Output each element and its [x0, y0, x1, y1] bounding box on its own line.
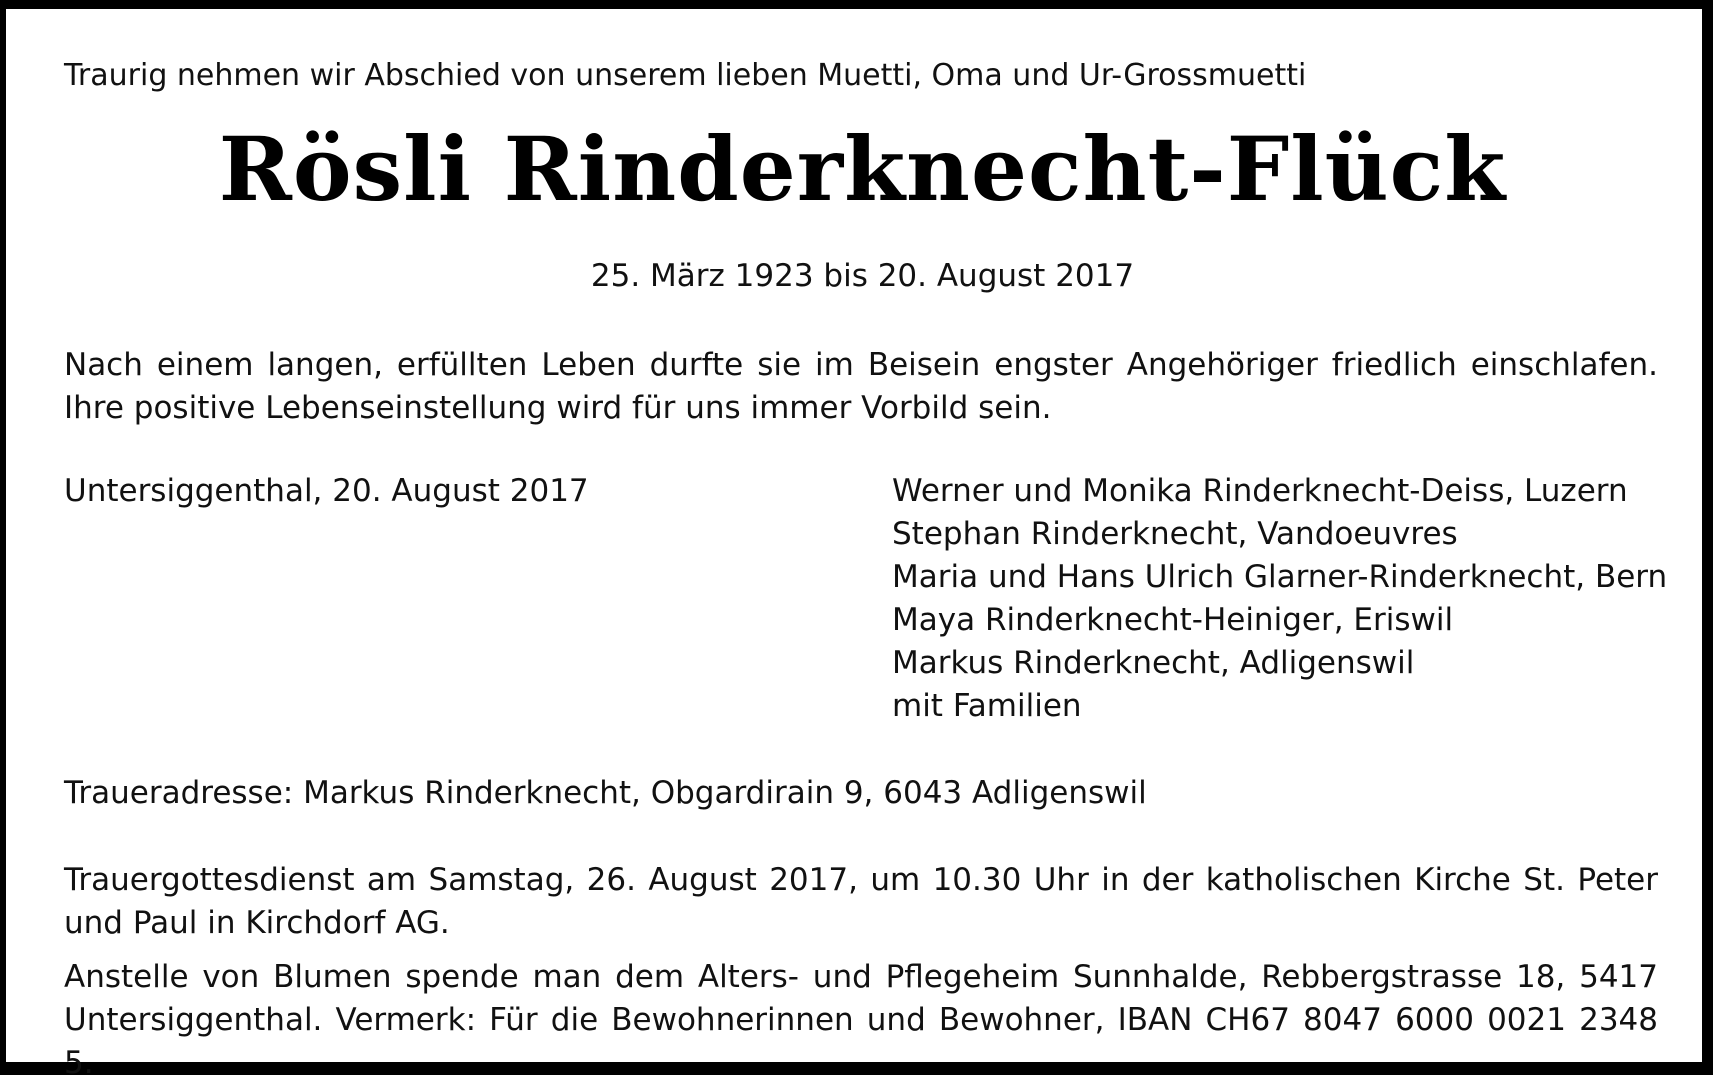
funeral-service-paragraph: Trauergottesdienst am Samstag, 26. August 2017, um 10.30 Uhr in der katholischen Kirche St. Peter und Paul in Kirchdorf AG. — [64, 862, 1658, 941]
intro-line: Traurig nehmen wir Abschied von unserem lieben Muetti, Oma und Ur-Grossmuetti — [64, 58, 1307, 93]
donation-paragraph: Anstelle von Blumen spende man dem Alters- und Pflegeheim Sunnhalde, Rebbergstrasse 18, 5417 Untersiggenthal. Vermerk: Für die Bewohnerinnen und Bewohner, IBAN CH67 8047 6000 0021 2348 5. — [64, 959, 1658, 1081]
life-dates: 25. März 1923 bis 20. August 2017 — [590, 258, 1135, 294]
message-paragraph: Nach einem langen, erfüllten Leben durfte sie im Beisein engster Angehöriger friedlich einschlafen. Ihre positive Lebenseinstellung wird für uns immer Vorbild sein. — [64, 347, 1658, 426]
mourner-line: Maria und Hans Ulrich Glarner-Rinderknecht, Bern — [892, 559, 1668, 595]
mourner-line: Stephan Rinderknecht, Vandoeuvres — [892, 516, 1458, 552]
mourner-line: Markus Rinderknecht, Adligenswil — [892, 645, 1415, 681]
mourner-line: mit Familien — [892, 688, 1082, 724]
place-and-date: Untersiggenthal, 20. August 2017 — [64, 473, 589, 509]
mourner-line: Maya Rinderknecht-Heiniger, Eriswil — [892, 602, 1454, 638]
deceased-name: Rösli Rinderknecht-Flück — [218, 117, 1507, 221]
mourner-line: Werner und Monika Rinderknecht-Deiss, Luzern — [892, 473, 1628, 509]
mourners-list — [892, 470, 1667, 728]
mourning-address: Traueradresse: Markus Rinderknecht, Obgardirain 9, 6043 Adligenswil — [64, 775, 1147, 811]
